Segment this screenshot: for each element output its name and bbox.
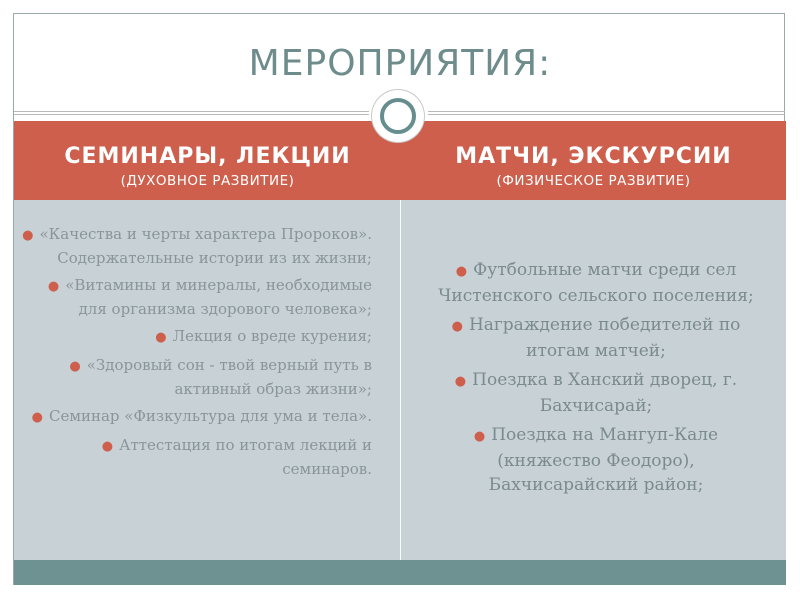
slide-title: МЕРОПРИЯТИЯ: bbox=[248, 43, 552, 84]
list-item bbox=[20, 434, 372, 480]
circle-ring-inner bbox=[380, 98, 416, 134]
left-column-heading: СЕМИНАРЫ, ЛЕКЦИИ bbox=[64, 144, 351, 169]
list-item bbox=[420, 313, 772, 363]
list-item-text: Поездка в Ханский дворец, г. Бахчисарай; bbox=[472, 370, 738, 416]
left-column-subheading: (ДУХОВНОЕ РАЗВИТИЕ) bbox=[120, 173, 295, 189]
separator-line-left bbox=[14, 111, 369, 112]
list-item-text: Аттестация по итогам лекций и семинаров. bbox=[119, 436, 372, 478]
list-item-text: Лекция о вреде курения; bbox=[172, 327, 372, 345]
list-item bbox=[420, 258, 772, 308]
right-column-heading: МАТЧИ, ЭКСКУРСИИ bbox=[455, 144, 732, 169]
bullet-dot-icon: ● bbox=[155, 330, 167, 345]
list-item-text: Награждение победителей по итогам матчей; bbox=[468, 315, 741, 361]
list-item bbox=[20, 354, 372, 400]
bullet-dot-icon: ● bbox=[101, 439, 114, 454]
bullet-dot-icon: ● bbox=[473, 429, 486, 444]
right-column-subheading: (ФИЗИЧЕСКОЕ РАЗВИТИЕ) bbox=[496, 173, 691, 189]
left-column-list bbox=[20, 223, 372, 485]
list-item bbox=[20, 405, 372, 429]
bullet-dot-icon: ● bbox=[69, 359, 81, 374]
list-item bbox=[420, 368, 772, 418]
list-item bbox=[20, 223, 372, 269]
right-column-list bbox=[420, 258, 772, 502]
list-item-text: «Качества и черты характера Пророков». Содержательные истории из их жизни; bbox=[39, 225, 372, 267]
list-item-text: Футбольные матчи среди сел Чистенского сельского поселения; bbox=[438, 260, 754, 306]
separator-line-right bbox=[428, 111, 785, 112]
bullet-dot-icon: ● bbox=[451, 319, 463, 334]
bullet-dot-icon: ● bbox=[47, 279, 60, 294]
left-column-header bbox=[14, 121, 401, 200]
circle-ring-icon bbox=[372, 90, 424, 142]
bullet-dot-icon: ● bbox=[31, 410, 43, 425]
list-item-text: «Витамины и минералы, необходимые для организма здорового человека»; bbox=[65, 276, 372, 318]
column-divider bbox=[400, 200, 401, 560]
footer-band bbox=[14, 560, 786, 585]
bullet-dot-icon: ● bbox=[454, 374, 467, 389]
list-item-text: Поездка на Мангуп-Кале (княжество Феодоро), Бахчисарайский район; bbox=[488, 425, 719, 495]
list-item-text: Семинар «Физкультура для ума и тела». bbox=[48, 407, 372, 425]
list-item bbox=[20, 325, 372, 349]
bullet-dot-icon: ● bbox=[455, 264, 468, 279]
separator-line-right-2 bbox=[428, 114, 785, 115]
list-item bbox=[420, 423, 772, 497]
right-column-header bbox=[401, 121, 786, 200]
list-item-text: «Здоровый сон - твой верный путь в активный образ жизни»; bbox=[86, 356, 372, 398]
bullet-dot-icon: ● bbox=[22, 228, 34, 243]
separator-line-left-2 bbox=[14, 114, 369, 115]
list-item bbox=[20, 274, 372, 320]
